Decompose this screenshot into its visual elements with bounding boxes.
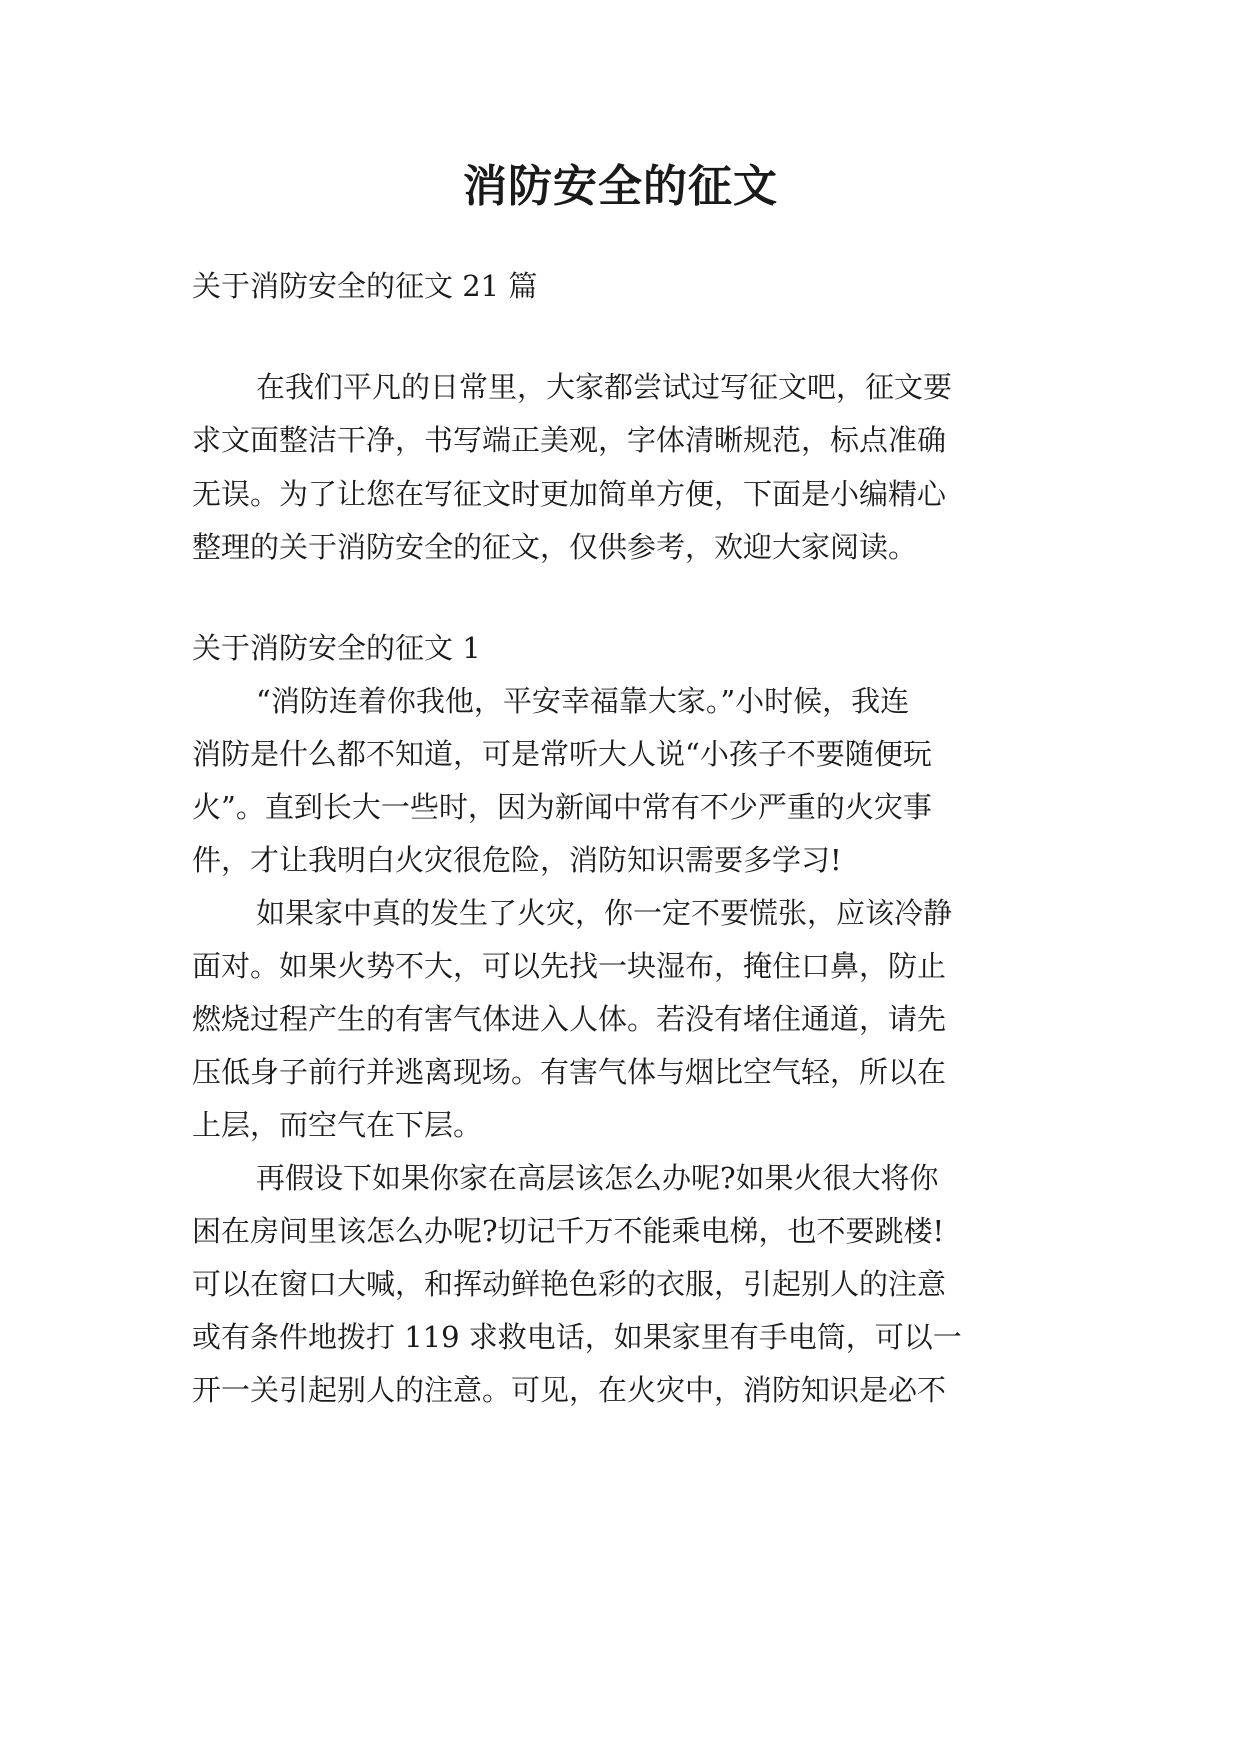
paragraph-line: 件，才让我明白火灾很危险，消防知识需要多学习! [192,843,842,877]
section-heading: 关于消防安全的征文 1 [192,631,481,665]
paragraph-line: 消防是什么都不知道，可是常听大人说“小孩子不要随便玩 [192,737,932,771]
intro-line: 在我们平凡的日常里，大家都尝试过写征文吧，征文要 [256,370,953,404]
paragraph-line: 困在房间里该怎么办呢?切记千万不能乘电梯，也不要跳楼! [192,1214,945,1248]
paragraph-line: 如果家中真的发生了火灾，你一定不要慌张，应该冷静 [256,896,953,930]
intro-line: 无误。为了让您在写征文时更加简单方便，下面是小编精心 [192,477,947,511]
paragraph-line: 或有条件地拨打 119 求救电话，如果家里有手电筒，可以一 [192,1320,962,1354]
paragraph-line: 火”。直到长大一些时，因为新闻中常有不少严重的火灾事 [192,790,932,824]
intro-line: 整理的关于消防安全的征文，仅供参考，欢迎大家阅读。 [192,530,918,564]
paragraph-line: 再假设下如果你家在高层该怎么办呢?如果火很大将你 [256,1161,939,1195]
paragraph-line: 压低身子前行并逃离现场。有害气体与烟比空气轻，所以在 [192,1055,947,1089]
document-title: 消防安全的征文 [463,161,778,212]
intro-line: 求文面整洁干净，书写端正美观，字体清晰规范，标点准确 [192,423,947,457]
paragraph-line: 开一关引起别人的注意。可见，在火灾中，消防知识是必不 [192,1373,947,1407]
paragraph-line: “消防连着你我他，平安幸福靠大家。”小时候，我连 [256,684,910,718]
paragraph-line: 上层，而空气在下层。 [192,1108,483,1142]
paragraph-line: 可以在窗口大喊，和挥动鲜艳色彩的衣服，引起别人的注意 [192,1267,947,1301]
paragraph-line: 面对。如果火势不大，可以先找一块湿布，掩住口鼻，防止 [192,949,947,983]
document-subtitle: 关于消防安全的征文 21 篇 [192,269,538,303]
paragraph-line: 燃烧过程产生的有害气体进入人体。若没有堵住通道，请先 [192,1002,947,1036]
